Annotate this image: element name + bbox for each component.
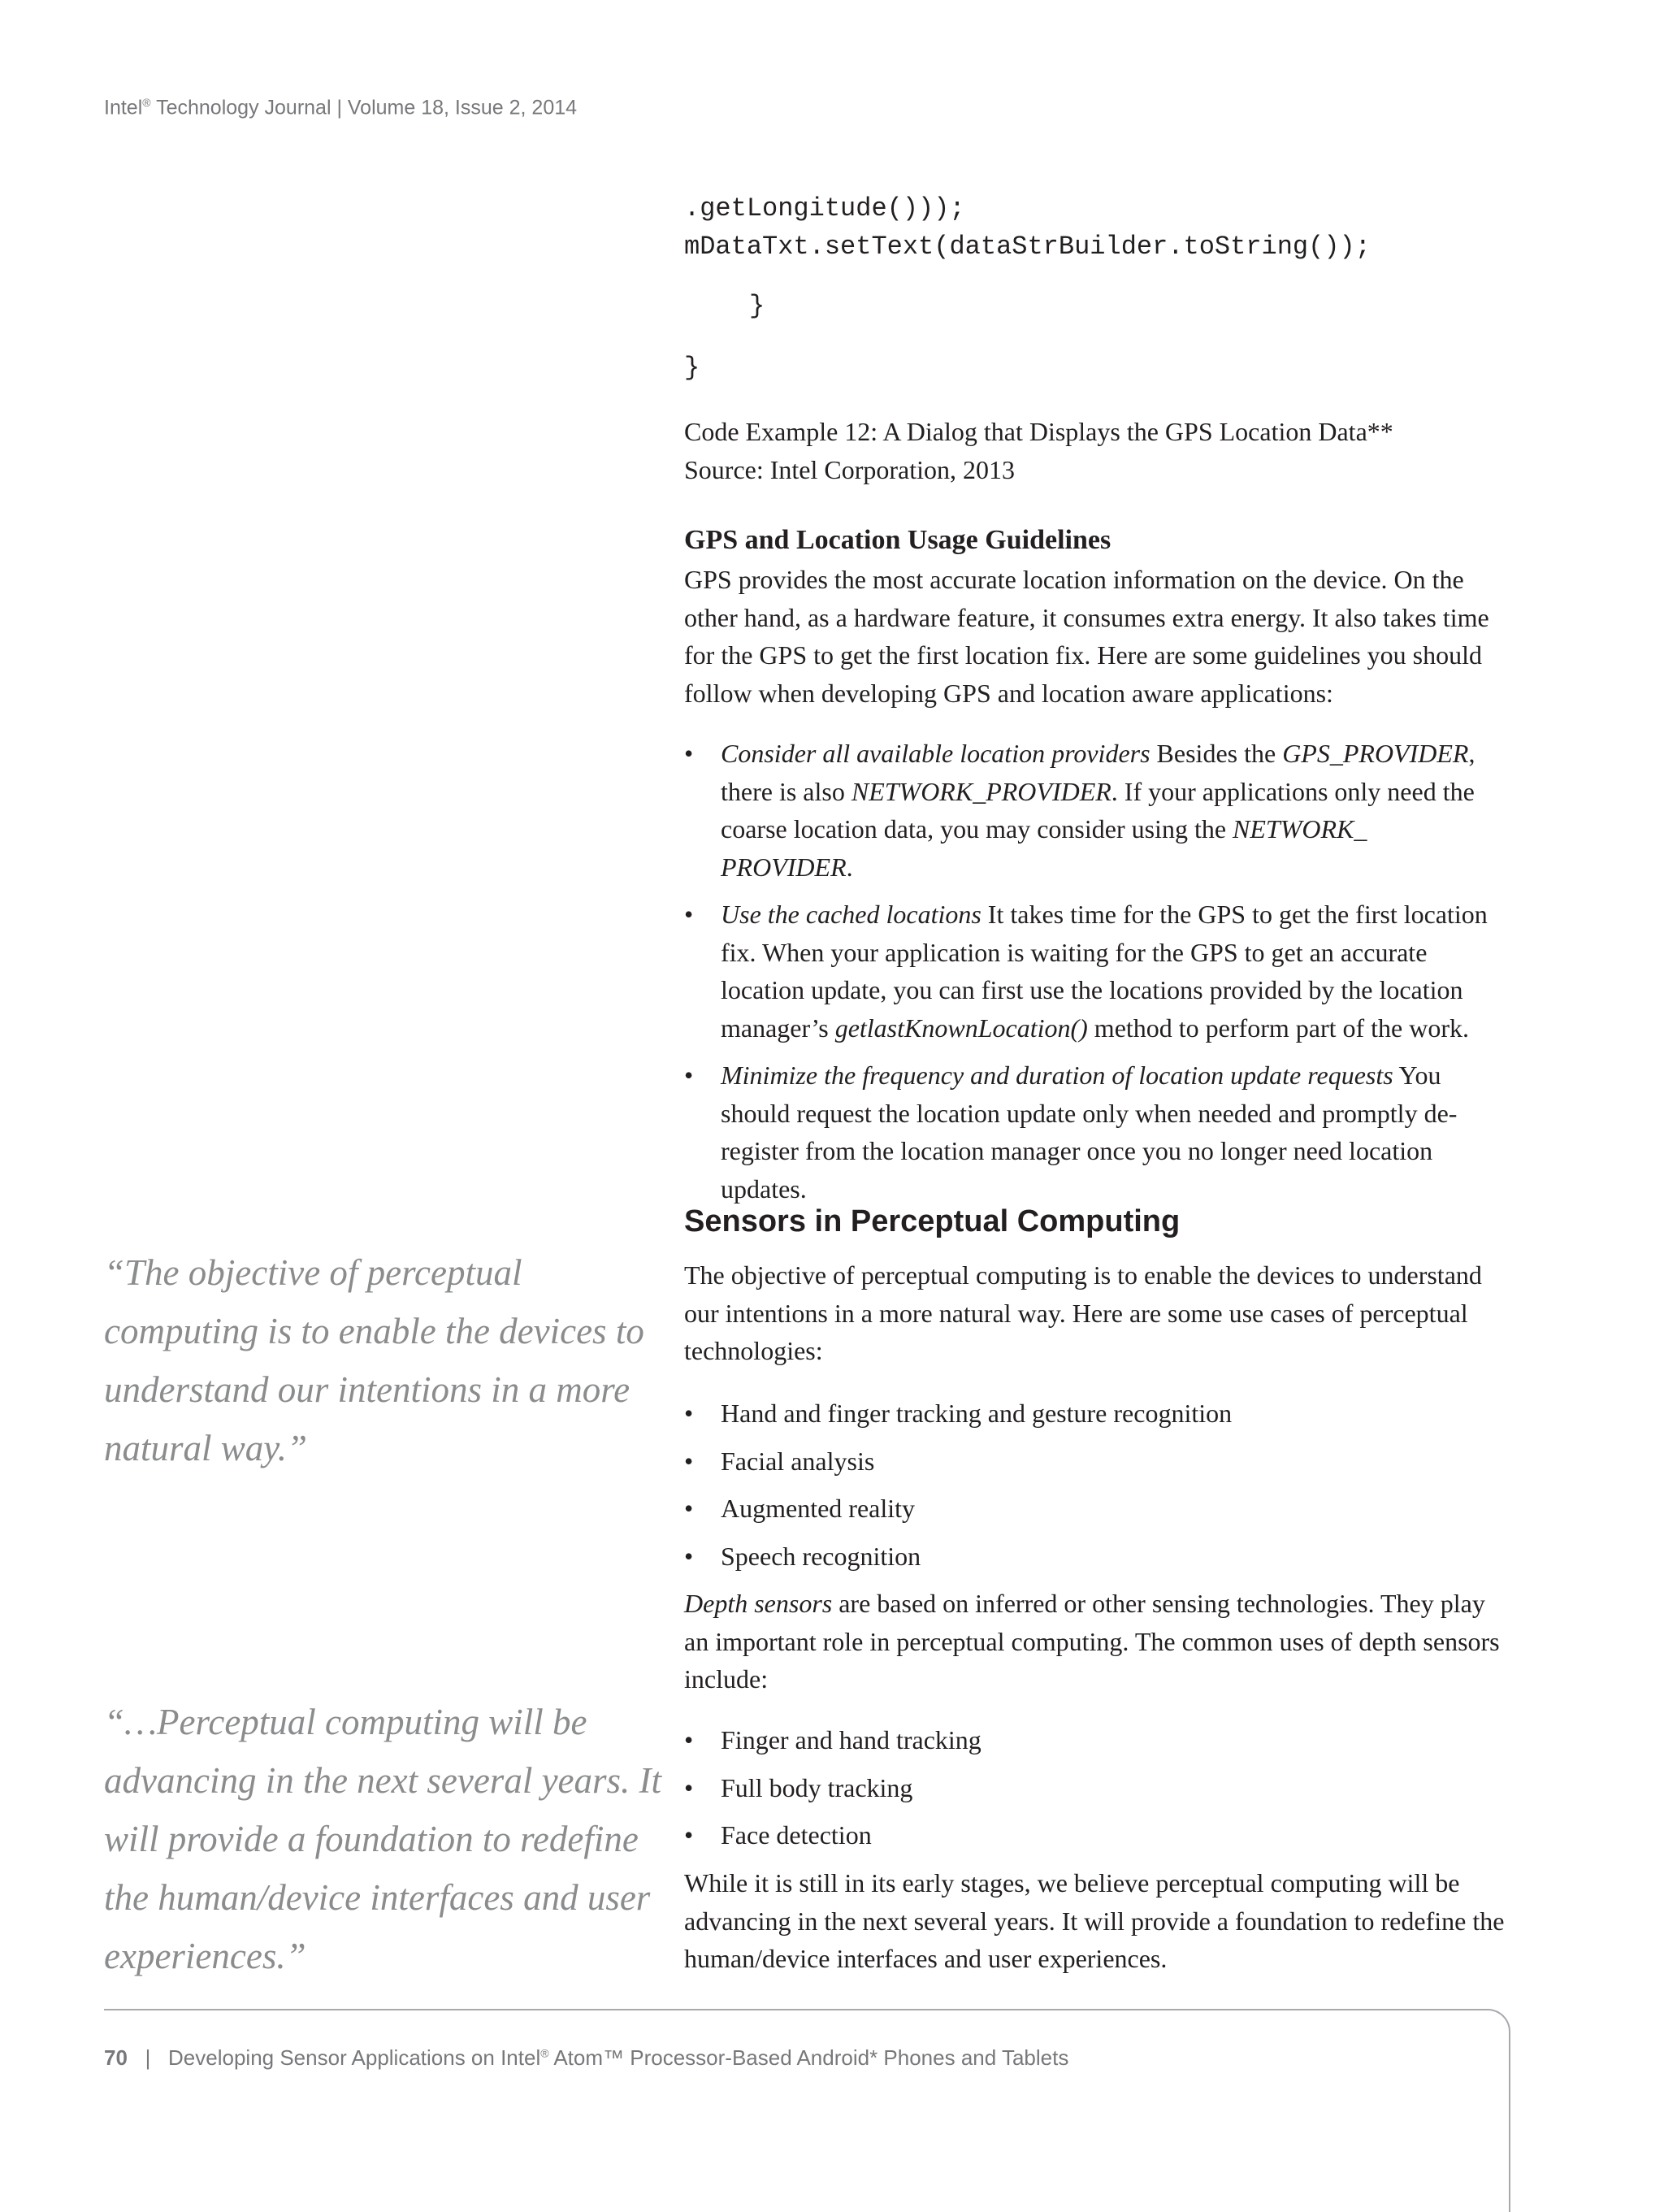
page-number: 70 (104, 2045, 128, 2070)
list-item: • Face detection (684, 1816, 1505, 1854)
bullet-icon: • (684, 1772, 694, 1802)
header-journal-name: Intel (104, 96, 143, 119)
bullet-icon: • (684, 1725, 694, 1754)
footer-separator: | (145, 2045, 151, 2070)
list-item: • Full body tracking (684, 1769, 1505, 1807)
bullet-icon: • (684, 739, 694, 768)
running-footer (104, 2045, 1068, 2071)
guideline-title: Use the cached locations (721, 900, 982, 929)
gps-intro-paragraph: GPS provides the most accurate location information on the device. On the other hand, as a hardware feature, it consumes extra energy. It also takes time for the GPS to get the first location fix. Here are some guidelines you should follow when developing GPS and location aware applications: (684, 565, 1489, 708)
list-item: • Hand and finger tracking and gesture recognition (684, 1394, 1505, 1433)
code-closing-brace-inner: } (749, 291, 765, 321)
list-item: • Consider all available location providers Besides the GPS_PROVIDER, there is also NETWORK_PROVIDER. If your applications only need the coarse location data, you may consider using the NETWORK_ PROVIDER. (684, 735, 1505, 886)
bullet-icon: • (684, 1060, 694, 1090)
code-caption-title: Code Example 12: A Dialog that Displays the GPS Location Data** (684, 417, 1393, 446)
footer-rule (104, 2009, 1510, 2212)
footer-registered-mark: ® (540, 2046, 549, 2060)
footer-title: Developing Sensor Applications on Intel (168, 2045, 541, 2070)
list-item: • Speech recognition (684, 1538, 1505, 1576)
bullet-icon: • (684, 1399, 694, 1428)
bullet-icon: • (684, 1541, 694, 1571)
list-item: • Facial analysis (684, 1442, 1505, 1481)
header-issue-info: Technology Journal | Volume 18, Issue 2, 2014 (150, 96, 578, 119)
running-header (104, 96, 577, 119)
depth-uses-list (684, 1721, 1505, 1864)
bullet-icon: • (684, 1494, 694, 1523)
code-line-1: .getLongitude())); (684, 193, 965, 223)
use-cases-list (684, 1394, 1505, 1585)
pull-quote-1: “The objective of perceptual computing is to enable the devices to understand our intentions in a more natural way.” (104, 1252, 644, 1468)
bullet-icon: • (684, 1446, 694, 1476)
sensors-section-heading: Sensors in Perceptual Computing (684, 1204, 1181, 1238)
code-closing-brace-outer: } (684, 353, 700, 383)
sensors-intro-paragraph: The objective of perceptual computing is to enable the devices to understand our intentions in a more natural way. Here are some use cases of perceptual technologies: (684, 1260, 1482, 1365)
closing-paragraph: While it is still in its early stages, we believe perceptual computing will be advancing in the next several years. It will provide a foundation to redefine the human/device interfaces and user experiences. (684, 1868, 1505, 1973)
list-item: • Minimize the frequency and duration of location update requests You should request the location update only when needed and promptly de-register from the location manager once you no longer need location updates. (684, 1056, 1505, 1208)
footer-title-rest: Atom™ Processor-Based Android* Phones and Tablets (548, 2045, 1069, 2070)
gps-section-heading: GPS and Location Usage Guidelines (684, 525, 1112, 555)
list-item: • Finger and hand tracking (684, 1721, 1505, 1759)
bullet-icon: • (684, 1820, 694, 1850)
code-caption (684, 413, 1505, 489)
header-registered-mark: ® (142, 96, 151, 109)
code-caption-source: Source: Intel Corporation, 2013 (684, 455, 1016, 484)
gps-guidelines-list (684, 735, 1505, 1217)
list-item: • Use the cached locations It takes time for the GPS to get the first location fix. When your application is waiting for the GPS to get an accurate location update, you can first use the locations provided by the location manager’s getlastKnownLocation() method to perform part of the work. (684, 896, 1505, 1047)
depth-sensors-term: Depth sensors (684, 1589, 833, 1618)
pull-quote-2: “…Perceptual computing will be advancing in the next several years. It will provide a foundation to redefine the human/device interfaces and user experiences.” (104, 1702, 662, 1976)
code-line-2: mDataTxt.setText(dataStrBuilder.toString()); (684, 232, 1371, 262)
depth-sensors-paragraph: Depth sensors are based on inferred or other sensing technologies. They play an important role in perceptual computing. The common uses of depth sensors include: (684, 1589, 1500, 1694)
bullet-icon: • (684, 900, 694, 929)
guideline-title: Consider all available location providers (721, 739, 1150, 768)
list-item: • Augmented reality (684, 1490, 1505, 1528)
guideline-title: Minimize the frequency and duration of location update requests (721, 1060, 1393, 1090)
